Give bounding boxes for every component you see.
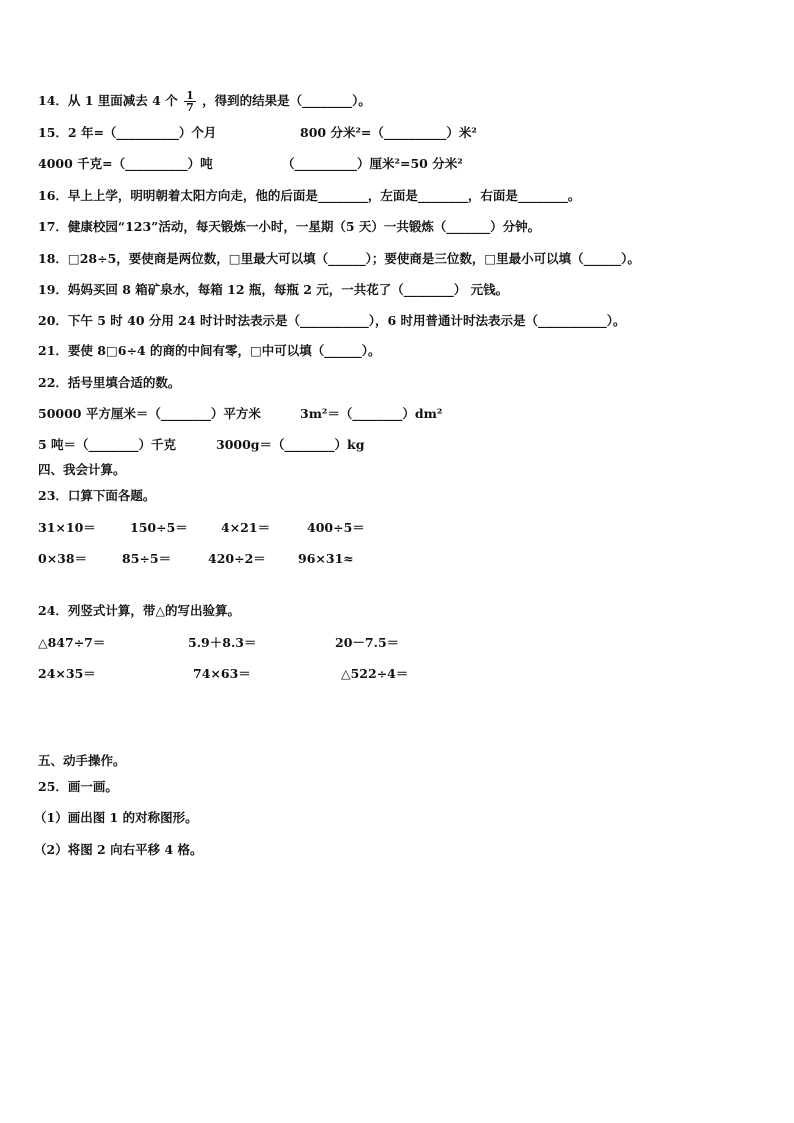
q23-item-7: 420÷2＝ (208, 551, 266, 566)
q23-item-4: 400÷5＝ (307, 520, 365, 535)
q14-text-before: 14．从 1 里面减去 4 个 (38, 93, 178, 108)
q15-part-2: 800 分米²=（__________）米² (300, 125, 477, 140)
q24-item-2: 5.9＋8.3＝ (188, 635, 257, 650)
question-15-line-1-right (300, 125, 477, 141)
question-22-line-1 (38, 406, 261, 422)
q23-item-3: 4×21＝ (221, 520, 271, 535)
q22-part-3: 5 吨＝（________）千克 (38, 437, 177, 452)
question-18: 18．□28÷5，要使商是两位数，□里最大可以填（______）；要使商是三位数，□里最小可以填（______）。 (38, 251, 640, 266)
question-20: 20．下午 5 时 40 分用 24 时计时法表示是（___________），6 时用普通计时法表示是（___________）。 (38, 313, 626, 328)
question-22-line-1-right (300, 406, 442, 422)
q23-item-1: 31×10＝ (38, 520, 96, 535)
q24-item-3: 20－7.5＝ (335, 635, 400, 650)
section-5-heading: 五、动手操作。 (38, 753, 126, 768)
question-25-part-1: （1）画出图 1 的对称图形。 (34, 810, 198, 825)
q22-part-1: 50000 平方厘米＝（________）平方米 (38, 406, 261, 421)
q15-part-4: （__________）厘米²=50 分米² (282, 156, 463, 171)
fraction-numerator: 1 (186, 89, 194, 102)
q23-item-2: 150÷5＝ (130, 520, 188, 535)
question-15-line-2-right (282, 156, 463, 172)
question-15-line-2 (38, 156, 213, 172)
q24-item-1: △847÷7＝ (38, 635, 106, 650)
question-21: 21．要使 8□6÷4 的商的中间有零，□中可以填（______）。 (38, 343, 381, 358)
question-22-line-2-right (216, 437, 364, 453)
question-15-line-1 (38, 125, 216, 141)
question-24: 24．列竖式计算，带△的写出验算。 (38, 603, 241, 618)
q15-part-3: 4000 千克=（__________）吨 (38, 156, 213, 171)
question-16: 16．早上上学，明明朝着太阳方向走，他的后面是________，左面是________，右面是________。 (38, 188, 581, 203)
q23-item-5: 0×38＝ (38, 551, 88, 566)
q22-part-4: 3000g＝（________）kg (216, 437, 365, 452)
q23-item-6: 85÷5＝ (122, 551, 172, 566)
q23-item-8: 96×31≈ (298, 551, 354, 566)
section-4-heading: 四、我会计算。 (38, 462, 126, 477)
question-25: 25．画一画。 (38, 779, 118, 794)
q24-item-4: 24×35＝ (38, 666, 96, 681)
fraction-one-seventh (184, 90, 196, 113)
q14-text-after: ，得到的结果是（________）。 (202, 93, 371, 108)
q24-item-6: △522÷4＝ (341, 666, 409, 681)
question-19: 19．妈妈买回 8 箱矿泉水，每箱 12 瓶，每瓶 2 元，一共花了（________） 元钱。 (38, 282, 509, 297)
question-22: 22．括号里填合适的数。 (38, 375, 181, 390)
q15-part-1: 15．2 年=（__________）个月 (38, 125, 217, 140)
q22-part-2: 3m²＝（________）dm² (300, 406, 443, 421)
question-14 (38, 90, 371, 113)
q24-item-5: 74×63＝ (193, 666, 251, 681)
question-22-line-2 (38, 437, 176, 453)
fraction-denominator: 7 (186, 101, 194, 114)
question-23: 23．口算下面各题。 (38, 488, 156, 503)
question-25-part-2: （2）将图 2 向右平移 4 格。 (34, 842, 203, 857)
question-17: 17．健康校园“123”活动，每天锻炼一小时，一星期（5 天）一共锻炼（_______）分钟。 (38, 219, 541, 234)
